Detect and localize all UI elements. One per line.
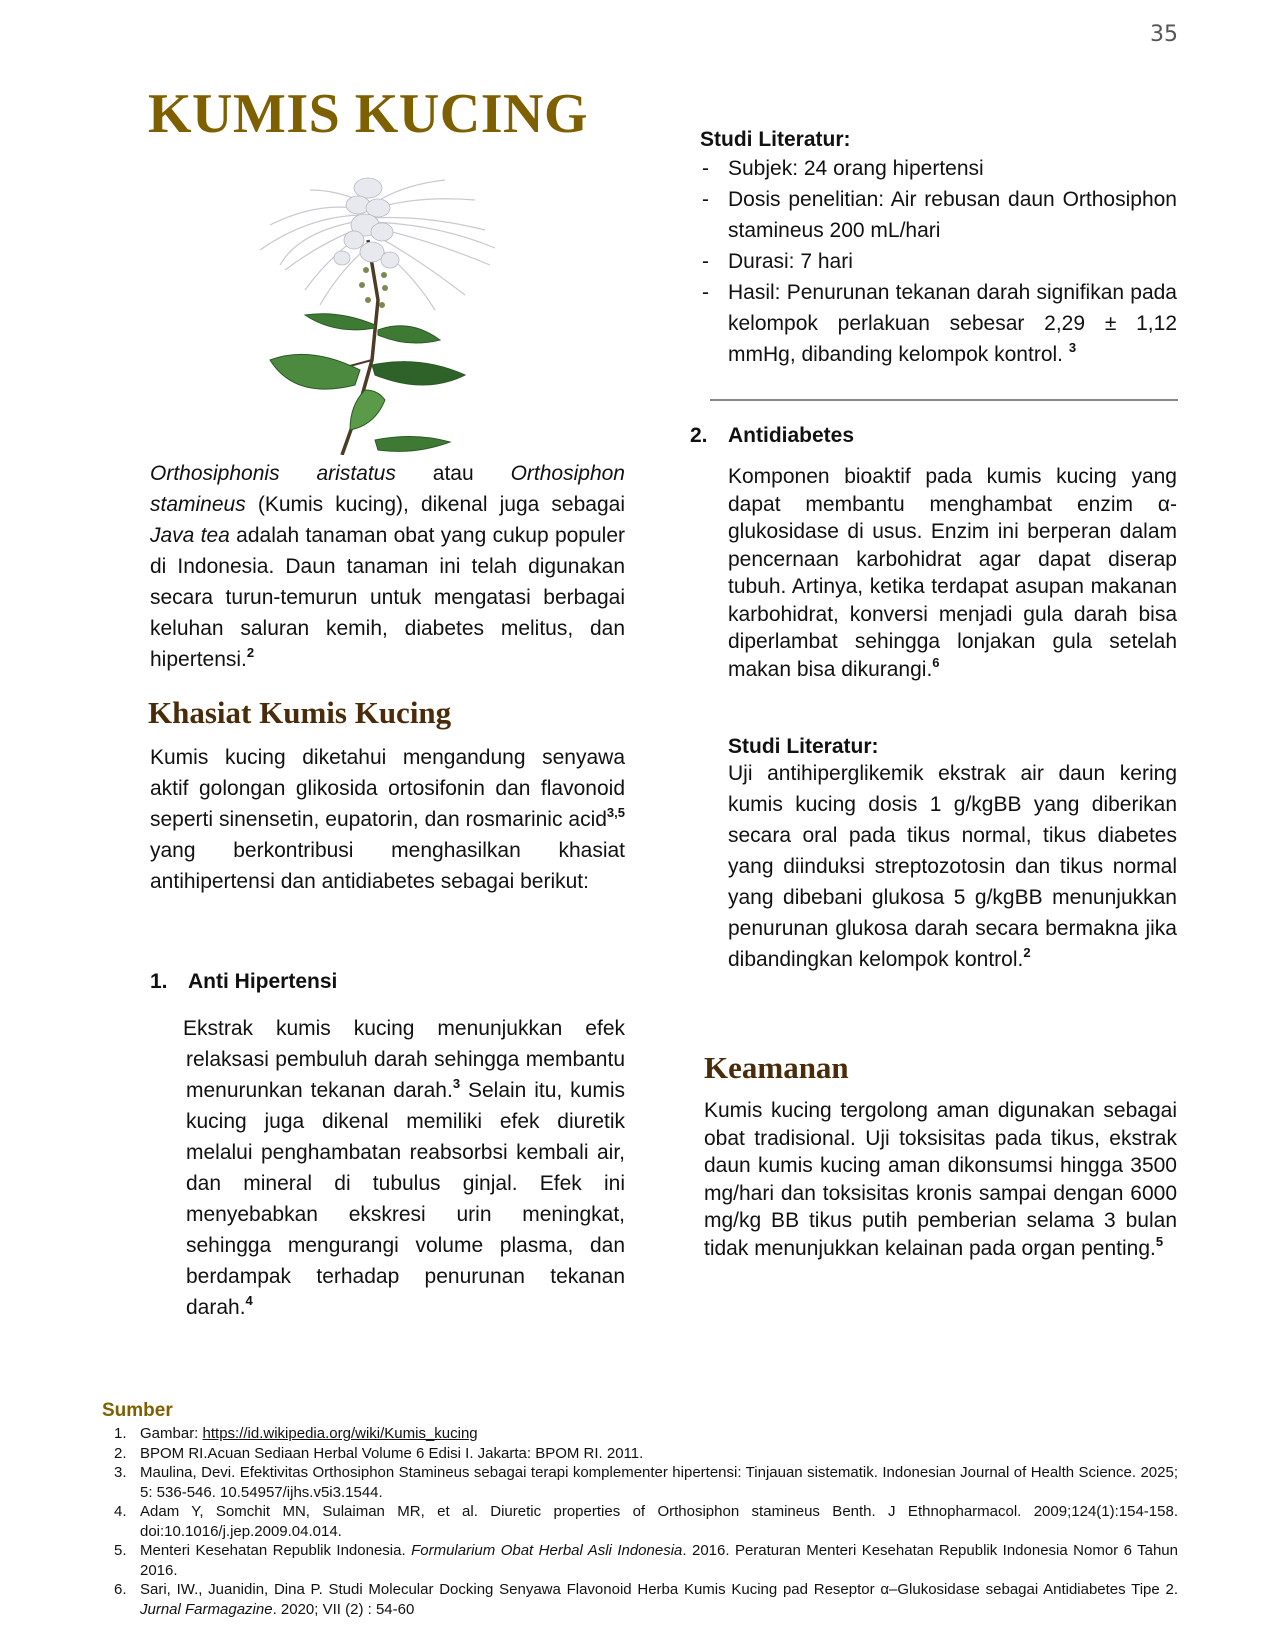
anti-hipertensi-paragraph: Ekstrak kumis kucing menunjukkan efek relaksasi pembuluh darah sehingga membantu menurunkan tekanan darah.$^3$ Selain itu, kumis kucing juga dikenal memiliki efek diuretik melalui penghambatan reabsorbsi kembali air, dan mineral di tubulus ginjal. Efek ini menyebabkan ekskresi urin meningkat, sehingga mengurangi volume plasma, dan berdampak terhadap penurunan tekanan darah.$^4$ <box>183 1017 625 1319</box>
section-heading-keamanan: Keamanan <box>704 1050 849 1085</box>
list-item: - Hasil: Penurunan tekanan darah signifikan pada kelompok perlakuan sebesar 2,29 ± 1,12 mmHg, dibanding kelompok kontrol. $^3$ <box>700 277 1177 370</box>
list-item: - Durasi: 7 hari <box>700 246 1177 277</box>
section-divider <box>710 399 1178 401</box>
reference-item: 1. Gambar: https://id.wikipedia.org/wiki/Kumis_kucing <box>114 1425 478 1442</box>
citation: 2 <box>1023 945 1031 960</box>
page-title: KUMIS KUCING <box>148 83 589 145</box>
keamanan-paragraph: Kumis kucing tergolong aman digunakan sebagai obat tradisional. Uji toksisitas pada tikus, ekstrak daun kumis kucing aman dikonsumsi hingga 3500 mg/hari dan toksisitas kronis sampai dengan 6000 mg/kg BB tikus putih pemberian selama 3 bulan tidak menunjukkan kelainan pada organ penting.$^5$ <box>704 1099 1177 1260</box>
reference-item: 4. Adam Y, Somchit MN, Sulaiman MR, et al. Diuretic properties of Orthosiphon stamineus Benth. J Ethnopharmacol. 2009;124(1):154-158. doi:10.1016/j.jep.2009.04.014. <box>114 1503 1178 1540</box>
subheading-anti-hipertensi: 1. Anti Hipertensi <box>150 970 338 993</box>
citation: 2 <box>246 645 255 660</box>
citation: 6 <box>932 654 940 670</box>
reference-item: 2. BPOM RI.Acuan Sediaan Herbal Volume 6 Edisi I. Jakarta: BPOM RI. 2011. <box>114 1444 644 1462</box>
citation: 3 <box>1068 340 1077 355</box>
studi-literatur-antidiabetes-paragraph: Uji antihiperglikemik ekstrak air daun kering kumis kucing dosis 1 g/kgBB yang diberikan secara oral pada tikus normal, tikus diabetes yang diinduksi streptozotosin dan tikus normal yang dibebani glukosa 5 g/kgBB menunjukkan penurunan glukosa darah secara bermakna jika dibandingkan kelompok kontrol.$^2$ <box>728 762 1177 971</box>
species-name-2: Orthosiphon stamineus <box>150 462 625 516</box>
section-heading-khasiat: Khasiat Kumis Kucing <box>148 695 452 730</box>
citation: 3,5 <box>606 805 625 820</box>
citation: 3 <box>452 1076 461 1091</box>
plant-illustration-icon <box>250 170 510 455</box>
reference-item: 3. Maulina, Devi. Efektivitas Orthosiphon Stamineus sebagai terapi komplementer hipertensi: Tinjauan sistematik. Indonesian Journal of Health Science. 2025; 5: 536-546. 10.54957/ijhs.v5i3.1544. <box>114 1464 1178 1501</box>
subheading-antidiabetes: 2. Antidiabetes <box>690 424 855 447</box>
common-name: Java tea <box>150 524 230 547</box>
citation: 4 <box>245 1293 253 1308</box>
studi-literatur-heading-2: Studi Literatur: <box>728 735 879 758</box>
sources-heading: Sumber <box>102 1400 173 1421</box>
antidiabetes-paragraph: Komponen bioaktif pada kumis kucing yang dapat membantu menghambat enzim α-glukosidase di usus. Enzim ini berperan dalam pencernaan karbohidrat agar dapat diserap tubuh. Artinya, ketika terdapat asupan makanan karbohidrat, konversi menjadi gula darah bisa diperlambat sehingga lonjakan gula setelah makan bisa dikurangi.$^6$ <box>728 465 1177 681</box>
species-name-1: Orthosiphonis aristatus <box>150 462 396 485</box>
page-number: 35 <box>1150 22 1178 47</box>
reference-item: 5. Menteri Kesehatan Republik Indonesia. Formularium Obat Herbal Asli Indonesia. 2016. Peraturan Menteri Kesehatan Republik Indonesia Nomor 6 Tahun 2016. <box>114 1542 1178 1579</box>
reference-item: 6. Sari, IW., Juanidin, Dina P. Studi Molecular Docking Senyawa Flavonoid Herba Kumis Kucing pad Reseptor α–Glukosidase sebagai Antidiabetes Tipe 2. Jurnal Farmagazine. 2020; VII (2) : 54-60 <box>114 1581 1178 1618</box>
list-item: - Dosis penelitian: Air rebusan daun Orthosiphon stamineus 200 mL/hari <box>700 184 1177 246</box>
references-list <box>110 1424 1178 1619</box>
khasiat-paragraph: Kumis kucing diketahui mengandung senyawa aktif golongan glikosida ortosifonin dan flavonoid seperti sinensetin, eupatorin, dan rosmarinic acid$^{3,5}$ yang berkontribusi menghasilkan khasiat antihipertensi dan antidiabetes sebagai berikut: <box>150 746 625 893</box>
citation: 5 <box>1155 1233 1164 1249</box>
wikipedia-link[interactable]: https://id.wikipedia.org/wiki/Kumis_kucing <box>202 1425 478 1442</box>
studi-literatur-list <box>700 153 1177 370</box>
plant-image <box>250 170 510 455</box>
intro-paragraph: Orthosiphonis aristatus atau Orthosiphon stamineus (Kumis kucing), dikenal juga sebagai Java tea adalah tanaman obat yang cukup populer di Indonesia. Daun tanaman ini telah digunakan secara turun-temurun untuk mengatasi berbagai keluhan saluran kemih, diabetes melitus, dan hipertensi.$^2$ <box>150 462 625 671</box>
list-item: - Subjek: 24 orang hipertensi <box>700 153 1177 184</box>
studi-literatur-heading: Studi Literatur: <box>700 128 851 151</box>
